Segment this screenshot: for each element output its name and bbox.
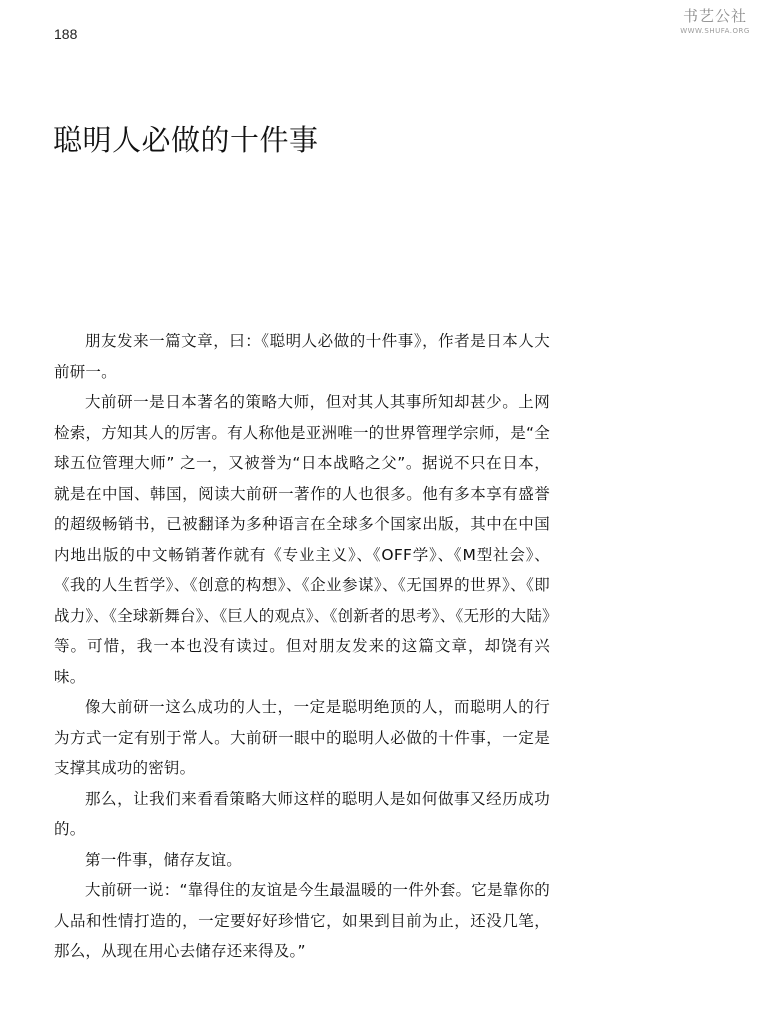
paragraph: 第一件事，储存友谊。 (85, 850, 243, 869)
paragraph: 朋友发来一篇文章，曰：《聪明人必做的十件事》，作者是日本人大前研一。 (54, 332, 550, 381)
paragraph: 大前研一说：“靠得住的友谊是今生最温暖的一件外套。它是靠你的人品和性情打造的，一定要好好珍惜它，如果到目前为止，还没几笔，那么，从现在用心去储存还来得及。” (54, 881, 550, 960)
paragraph: 那么，让我们来看看策略大师这样的聪明人是如何做事又经历成功的。 (54, 789, 550, 838)
watermark-url: WWW.SHUFA.ORG (680, 27, 750, 35)
watermark-logo (675, 5, 755, 47)
watermark-logo-text: 书艺公社 (682, 7, 747, 25)
body-text (54, 326, 550, 967)
paragraph: 像大前研一这么成功的人士，一定是聪明绝顶的人，而聪明人的行为方式一定有别于常人。大前研一眼中的聪明人必做的十件事，一定是支撑其成功的密钥。 (54, 698, 550, 777)
chapter-title: 聪明人必做的十件事 (53, 123, 319, 157)
page-number: 188 (54, 26, 78, 42)
paragraph: 大前研一是日本著名的策略大师，但对其人其事所知却甚少。上网检索，方知其人的厉害。有人称他是亚洲唯一的世界管理学宗师，是“全球五位管理大师” 之一，又被誉为“日本战略之父”。据说不只在日本，就是在中国、韩国，阅读大前研一著作的人也很多。他有多本享有盛誉的超级畅销书，已被翻译为多种语言在全球多个国家出版，其中在中国内地出版的中文畅销著作就有《专业主义》、《OFF学》、《M型社会》、《我的人生哲学》、《创意的构想》、《企业参谋》、《无国界的世界》、《即战力》、《全球新舞台》、《巨人的观点》、《创新者的思考》、《无形的大陆》等。可惜，我一本也没有读过。但对朋友发来的这篇文章，却饶有兴味。 (54, 393, 550, 686)
